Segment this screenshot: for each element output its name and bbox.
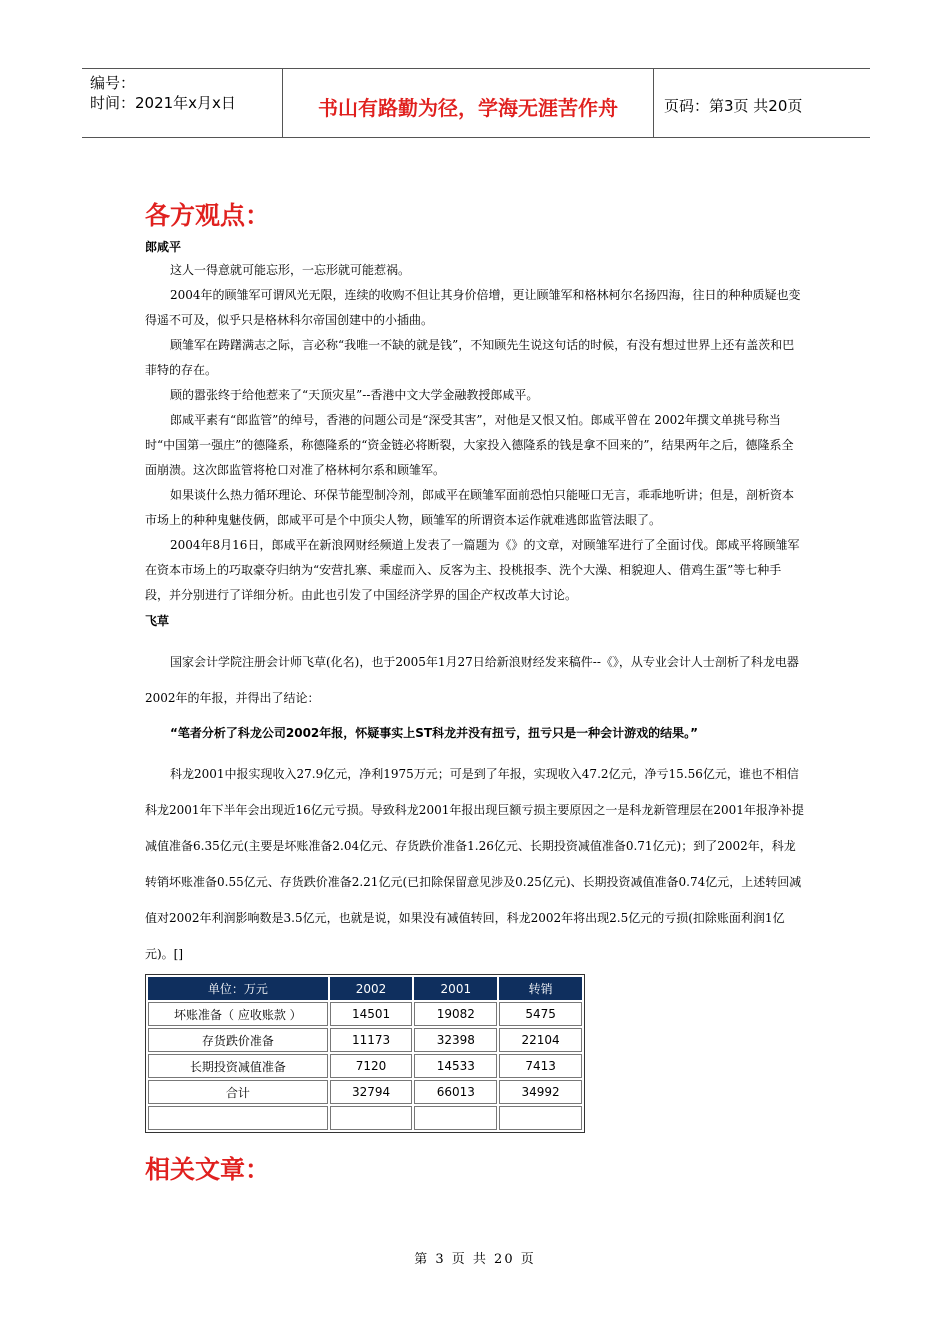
paragraph: 这人一得意就可能忘形，一忘形就可能惹祸。 xyxy=(170,263,411,277)
table-header-cell: 单位：万元 xyxy=(148,977,328,1000)
page-header xyxy=(82,68,870,138)
table-cell xyxy=(499,1106,582,1130)
table-cell: 长期投资减值准备 xyxy=(148,1054,328,1078)
paragraph: 2004年的顾雏军可谓风光无限，连续的收购不但让其身价倍增，更让顾雏军和格林柯尔名扬四海，往日的种种质疑也变得遥不可及，似乎只是格林科尔帝国创建中的小插曲。 xyxy=(145,288,801,327)
paragraph: 如果谈什么热力循环理论、环保节能型制冷剂，郎咸平在顾雏军面前恐怕只能哑口无言，乖乖地听讲；但是，剖析资本市场上的种种鬼魅伎俩，郎咸平可是个中顶尖人物，顾雏军的所谓资本运作就难逃郎监管法眼了。 xyxy=(145,488,795,527)
table-cell: 34992 xyxy=(499,1080,582,1104)
paragraph: 2004年8月16日，郎咸平在新浪网财经频道上发表了一篇题为《》的文章，对顾雏军进行了全面讨伐。郎咸平将顾雏军在资本市场上的巧取豪夺归纳为“安营扎寨、乘虚而入、反客为主、投桃报李、洗个大澡、相貌迎人、借鸡生蛋”等七种手段，并分别进行了详细分析。由此也引发了中国经济学界的国企产权改革大讨论。 xyxy=(145,538,800,602)
header-page-number: 页码：第3页 共20页 xyxy=(664,96,803,115)
table-cell: 坏账准备（ 应收账款 ） xyxy=(148,1002,328,1026)
paragraph: 顾的嚣张终于给他惹来了“天顶灾星”--香港中文大学金融教授郎咸平。 xyxy=(170,388,539,402)
table-header-cell: 2002 xyxy=(330,977,413,1000)
table-header-cell: 2001 xyxy=(414,977,497,1000)
table-cell: 22104 xyxy=(499,1028,582,1052)
table-cell: 19082 xyxy=(414,1002,497,1026)
table-cell: 14533 xyxy=(414,1054,497,1078)
quote-conclusion: “笔者分析了科龙公司2002年报，怀疑事实上ST科龙并没有扭亏，扭亏只是一种会计游戏的结果。” xyxy=(170,726,699,740)
header-meta xyxy=(82,69,282,137)
table-cell: 7120 xyxy=(330,1054,413,1078)
paragraph: 郎咸平素有“郎监管”的绰号，香港的问题公司是“深受其害”，对他是又恨又怕。郎咸平曾在 2002年撰文单挑号称当时“中国第一强庄”的德隆系，称德隆系的“资金链必将断裂，大家投入德隆系的钱是拿不回来的”，结果两年之后，德隆系全面崩溃。这次郎监管将枪口对准了格林柯尔系和顾雏军。 xyxy=(145,413,794,477)
header-motto: 书山有路勤为径，学海无涯苦作舟 xyxy=(282,69,654,137)
paragraph: 科龙2001中报实现收入27.9亿元，净利1975万元；可是到了年报，实现收入47.2亿元，净亏15.56亿元，谁也不相信科龙2001年下半年会出现近16亿元亏损。导致科龙2001年报出现巨额亏损主要原因之一是科龙新管理层在2001年报净补提减值准备6.35亿元(主要是坏账准备2.04亿元、存货跌价准备1.26亿元、长期投资减值准备0.71亿元)；到了2002年，科龙转销坏账准备0.55亿元、存货跌价准备2.21亿元(已扣除保留意见涉及0.25亿元)、长期投资减值准备0.74亿元，上述转回减值对2002年利润影响数是3.5亿元，也就是说，如果没有减值转回，科龙2002年将出现2.5亿元的亏损(扣除账面利润1亿元)。[] xyxy=(145,767,804,961)
table-row xyxy=(148,1054,582,1078)
table-cell: 66013 xyxy=(414,1080,497,1104)
provision-table xyxy=(145,974,585,1133)
table-header-cell: 转销 xyxy=(499,977,582,1000)
table-cell: 14501 xyxy=(330,1002,413,1026)
document-time: 时间：2021年x月x日 xyxy=(90,94,236,112)
table-cell xyxy=(148,1106,328,1130)
author-name-feicao: 飞草 xyxy=(145,614,170,628)
table-cell: 32794 xyxy=(330,1080,413,1104)
table-row xyxy=(148,1002,582,1026)
paragraph: 国家会计学院注册会计师飞草(化名)，也于2005年1月27日给新浪财经发来稿件--《》，从专业会计人士剖析了科龙电器2002年的年报，并得出了结论： xyxy=(145,655,799,705)
paragraph: 顾雏军在踌躇满志之际，言必称“我唯一不缺的就是钱”，不知顾先生说这句话的时候，有没有想过世界上还有盖茨和巴菲特的存在。 xyxy=(145,338,795,377)
table-row xyxy=(148,1028,582,1052)
table-header-row xyxy=(148,977,582,1000)
table-cell: 7413 xyxy=(499,1054,582,1078)
author-name-lang: 郎咸平 xyxy=(145,240,182,254)
table-cell: 合计 xyxy=(148,1080,328,1104)
section-title-viewpoints: 各方观点： xyxy=(145,201,271,230)
table-cell xyxy=(414,1106,497,1130)
table-cell: 存货跌价准备 xyxy=(148,1028,328,1052)
document-number: 编号： xyxy=(90,74,136,92)
table-cell: 11173 xyxy=(330,1028,413,1052)
paragraphs-lang xyxy=(145,258,805,608)
paragraphs-analysis xyxy=(145,756,805,972)
page-footer: 第 3 页 共 20 页 xyxy=(414,1252,536,1267)
table-cell xyxy=(330,1106,413,1130)
paragraphs-feicao xyxy=(145,644,805,716)
table-cell: 32398 xyxy=(414,1028,497,1052)
section-title-related: 相关文章： xyxy=(145,1155,271,1184)
table-row-total xyxy=(148,1080,582,1104)
table-row-empty xyxy=(148,1106,582,1130)
table-cell: 5475 xyxy=(499,1002,582,1026)
